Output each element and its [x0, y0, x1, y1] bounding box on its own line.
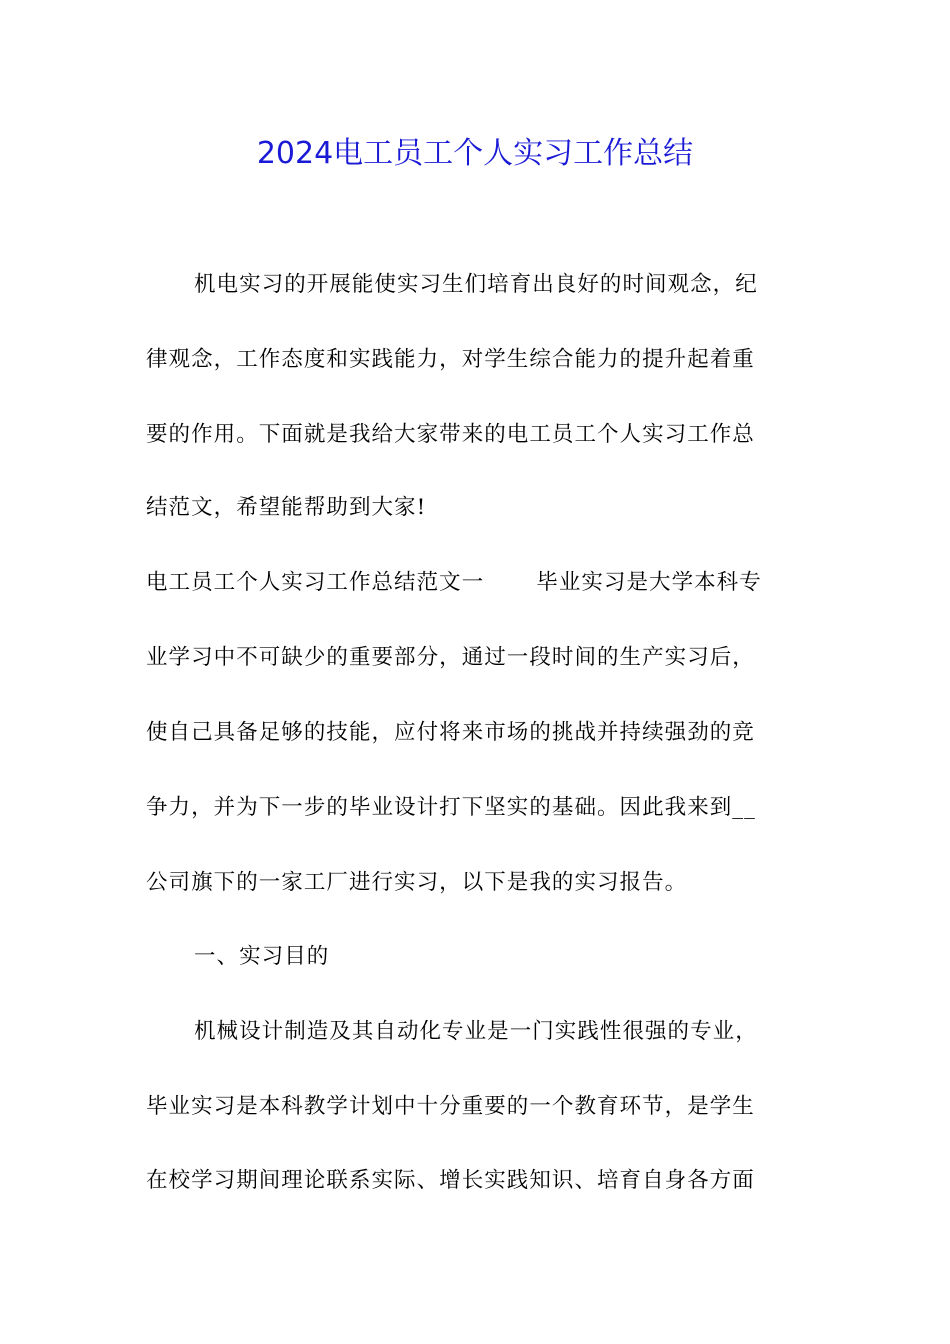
section-title: 电工员工个人实习工作总结范文一 [146, 570, 485, 595]
paragraph-line: 业学习中不可缺少的重要部分，通过一段时间的生产实习后， [146, 645, 755, 670]
paragraph-line: 结范文，希望能帮助到大家! [146, 495, 427, 520]
paragraph-line: 律观念，工作态度和实践能力，对学生综合能力的提升起着重 [146, 347, 755, 372]
paragraph-line: 机械设计制造及其自动化专业是一门实践性很强的专业， [194, 1019, 758, 1044]
paragraph-line: 毕业实习是本科教学计划中十分重要的一个教育环节，是学生 [146, 1094, 755, 1119]
paragraph-line: 公司旗下的一家工厂进行实习，以下是我的实习报告。 [146, 870, 688, 895]
paragraph-start: 毕业实习是大学本科专 [536, 570, 762, 595]
paragraph-line: 要的作用。下面就是我给大家带来的电工员工个人实习工作总 [146, 422, 755, 447]
paragraph-line: 机电实习的开展能使实习生们培育出良好的时间观念，纪 [194, 272, 758, 297]
paragraph-line: 使自己具备足够的技能，应付将来市场的挑战并持续强劲的竞 [146, 720, 755, 745]
section-heading: 一、实习目的 [194, 944, 330, 969]
section-title-line [146, 568, 806, 598]
document-title: 2024电工员工个人实习工作总结 [256, 136, 694, 171]
paragraph-line: 争力，并为下一步的毕业设计打下坚实的基础。因此我来到__ [146, 795, 756, 820]
paragraph-line: 在校学习期间理论联系实际、增长实践知识、培育自身各方面 [146, 1168, 755, 1193]
